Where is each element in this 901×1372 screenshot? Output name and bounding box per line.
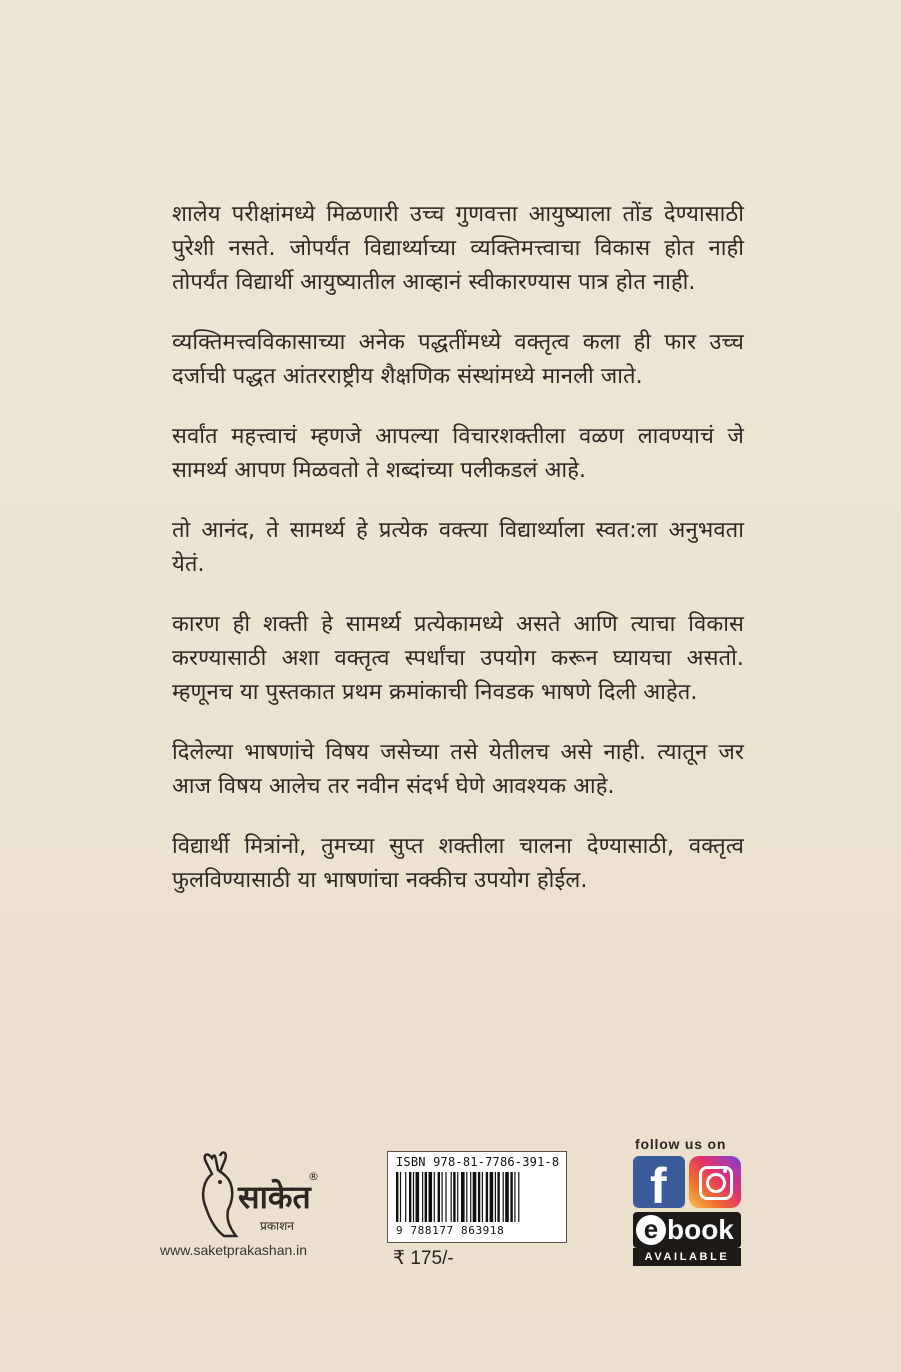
isbn-barcode-box (387, 1151, 567, 1243)
ebook-e: e (636, 1215, 666, 1245)
available-label: AVAILABLE (633, 1248, 741, 1266)
follow-us-text: follow us on (635, 1136, 727, 1152)
barcode (396, 1172, 558, 1222)
registered-mark: ® (308, 1170, 319, 1183)
blurb-paragraph: विद्यार्थी मित्रांनो, तुमच्या सुप्त शक्तीला चालना देण्यासाठी, वक्तृत्व फुलविण्यासाठी या भाषणांचा नक्कीच उपयोग होईल. (172, 834, 744, 893)
instagram-icon[interactable] (689, 1156, 741, 1208)
ebook-book: book (667, 1214, 734, 1245)
publisher-website[interactable]: www.saketprakashan.in (160, 1242, 308, 1258)
blurb-paragraph: कारण ही शक्ती हे सामर्थ्य प्रत्येकामध्ये असते आणि त्याचा विकास करण्यासाठी अशा वक्तृत्व स्पर्धांचा उपयोग करून घ्यायचा असतो. म्हणूनच या पुस्तकात प्रथम क्रमांकाची निवडक भाषणे दिली आहेत. (172, 612, 744, 705)
publisher-logo-text: साकेत (238, 1178, 311, 1216)
facebook-icon[interactable]: f (633, 1156, 685, 1208)
rabbit-logo-icon (190, 1150, 320, 1242)
ebook-badge (633, 1212, 741, 1248)
publisher-logo-subtext: प्रकाशन (260, 1219, 294, 1233)
blurb-paragraph: तो आनंद, ते सामर्थ्य हे प्रत्येक वक्त्या विद्यार्थ्याला स्वत:ला अनुभवता येतं. (172, 518, 744, 577)
blurb-paragraph: सर्वांत महत्त्वाचं म्हणजे आपल्या विचारशक्तीला वळण लावण्याचं जे सामर्थ्य आपण मिळवतो ते शब्दांच्या पलीकडलं आहे. (172, 424, 744, 483)
publisher-block (160, 1150, 340, 1270)
blurb-paragraph: शालेय परीक्षांमध्ये मिळणारी उच्च गुणवत्ता आयुष्याला तोंड देण्यासाठी पुरेशी नसते. जोपर्यंत विद्यार्थ्याच्या व्यक्तिमत्त्वाचा विकास होत नाही तोपर्यंत विद्यार्थी आयुष्यातील आव्हानं स्वीकारण्यास पात्र होत नाही. (172, 202, 744, 295)
blurb-text (172, 198, 744, 924)
barcode-digits: 9 788177 863918 (396, 1224, 505, 1237)
social-block (633, 1136, 743, 1268)
price: ₹ 175/- (393, 1248, 454, 1269)
blurb-paragraph: व्यक्तिमत्त्वविकासाच्या अनेक पद्धतींमध्ये वक्तृत्व कला ही फार उच्च दर्जाची पद्धत आंतरराष्ट्रीय शैक्षणिक संस्थांमध्ये मानली जाते. (172, 330, 744, 389)
isbn-label: ISBN 978-81-7786-391-8 (396, 1155, 560, 1169)
blurb-paragraph: दिलेल्या भाषणांचे विषय जसेच्या तसे येतीलच असे नाही. त्यातून जर आज विषय आलेच तर नवीन संदर्भ घेणे आवश्यक आहे. (172, 740, 744, 799)
